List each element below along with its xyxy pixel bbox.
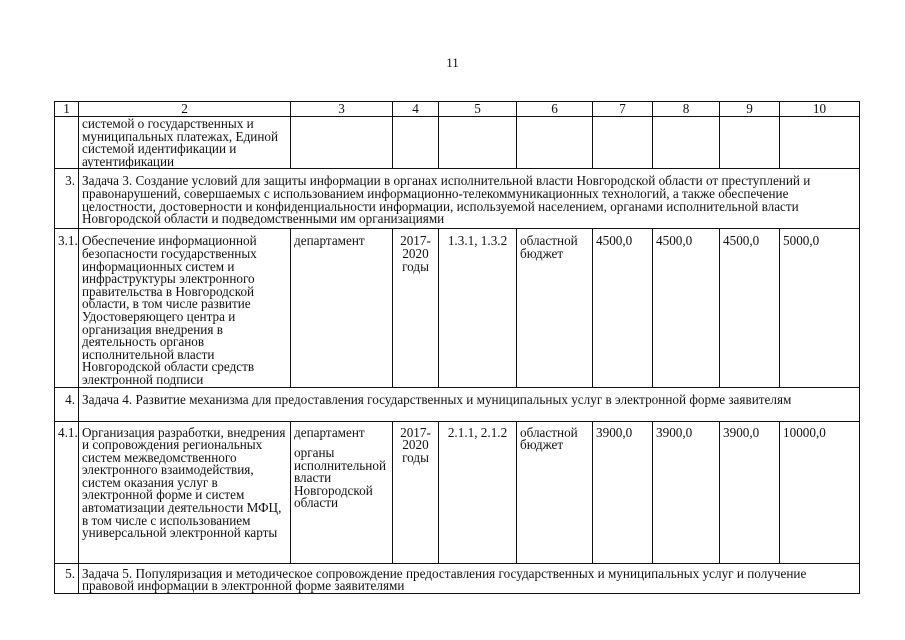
column-header: 9: [720, 102, 780, 117]
column-header: 4: [393, 102, 439, 117]
task-row: [55, 169, 860, 229]
funding-value: 3900,0: [653, 421, 720, 563]
task-row: [55, 387, 860, 421]
column-header: 1: [55, 102, 79, 117]
task-text: Задача 5. Популяризация и методическое сопровождение предоставления государственных и муниципальных услуг и получение правовой информации в электронной форме заявителями: [79, 563, 860, 593]
funding-value: 10000,0: [780, 421, 860, 563]
column-header: 3: [291, 102, 393, 117]
activity-number: 3.1.: [55, 229, 79, 387]
continuation-row: [55, 117, 860, 169]
executor-secondary: органы исполнительной власти Новгородской области: [294, 445, 387, 511]
task-row: [55, 563, 860, 593]
task-number: 3.: [55, 169, 79, 229]
funding-value: 4500,0: [720, 229, 780, 387]
funding-value: 3900,0: [720, 421, 780, 563]
period: 2017-2020 годы: [393, 229, 439, 387]
executor: департамент: [294, 424, 365, 440]
activity-number: 4.1.: [55, 421, 79, 563]
program-activities-table: [54, 101, 860, 594]
task-number: 4.: [55, 387, 79, 421]
funding-value: 3900,0: [593, 421, 653, 563]
task-text: Задача 4. Развитие механизма для предоставления государственных и муниципальных услуг в электронной форме заявителям: [79, 387, 860, 421]
activity-name: Организация разработки, внедрения и сопровождения региональных систем межведомственного электронного взаимодействия, систем оказания услуг в электронной форме и систем автоматизации деятельности МФЦ, в том числе с использованием универсальной электронной карты: [79, 421, 291, 563]
task-text: Задача 3. Создание условий для защиты информации в органах исполнительной власти Новгородской области от преступлений и правонарушений, совершаемых с использованием информационно-телекоммуникационных технологий, а также обеспечение целостности, достоверности и конфиденциальности информации, используемой населением, органами исполнительной власти Новгородской области и подведомственными им организациями: [79, 169, 860, 229]
target-indicators: 1.3.1, 1.3.2: [439, 229, 517, 387]
column-header: 5: [439, 102, 517, 117]
funding-source: областной бюджет: [517, 229, 593, 387]
column-header: 7: [593, 102, 653, 117]
funding-value: 5000,0: [780, 229, 860, 387]
activity-name: системой о государственных и муниципальных платежах, Единой системой идентификации и аутентификации: [79, 117, 291, 169]
funding-source: областной бюджет: [517, 421, 593, 563]
executor-cell: [291, 421, 393, 563]
column-number-row: [55, 102, 860, 117]
target-indicators: 2.1.1, 2.1.2: [439, 421, 517, 563]
activity-row: [55, 421, 860, 563]
page-number: 11: [446, 55, 459, 70]
funding-value: 4500,0: [593, 229, 653, 387]
column-header: 6: [517, 102, 593, 117]
activity-row: [55, 229, 860, 387]
activity-name: Обеспечение информационной безопасности государственных информационных систем и инфраструктуры электронного правительства в Новгородской области, в том числе развитие Удостоверяющего центра и организация внедрения в деятельность органов исполнительной власти Новгородской области средств электронной подписи: [79, 229, 291, 387]
funding-value: 4500,0: [653, 229, 720, 387]
task-number: 5.: [55, 563, 79, 593]
column-header: 8: [653, 102, 720, 117]
column-header: 10: [780, 102, 860, 117]
column-header: 2: [79, 102, 291, 117]
executor: департамент: [291, 229, 393, 387]
period: 2017-2020 годы: [393, 421, 439, 563]
